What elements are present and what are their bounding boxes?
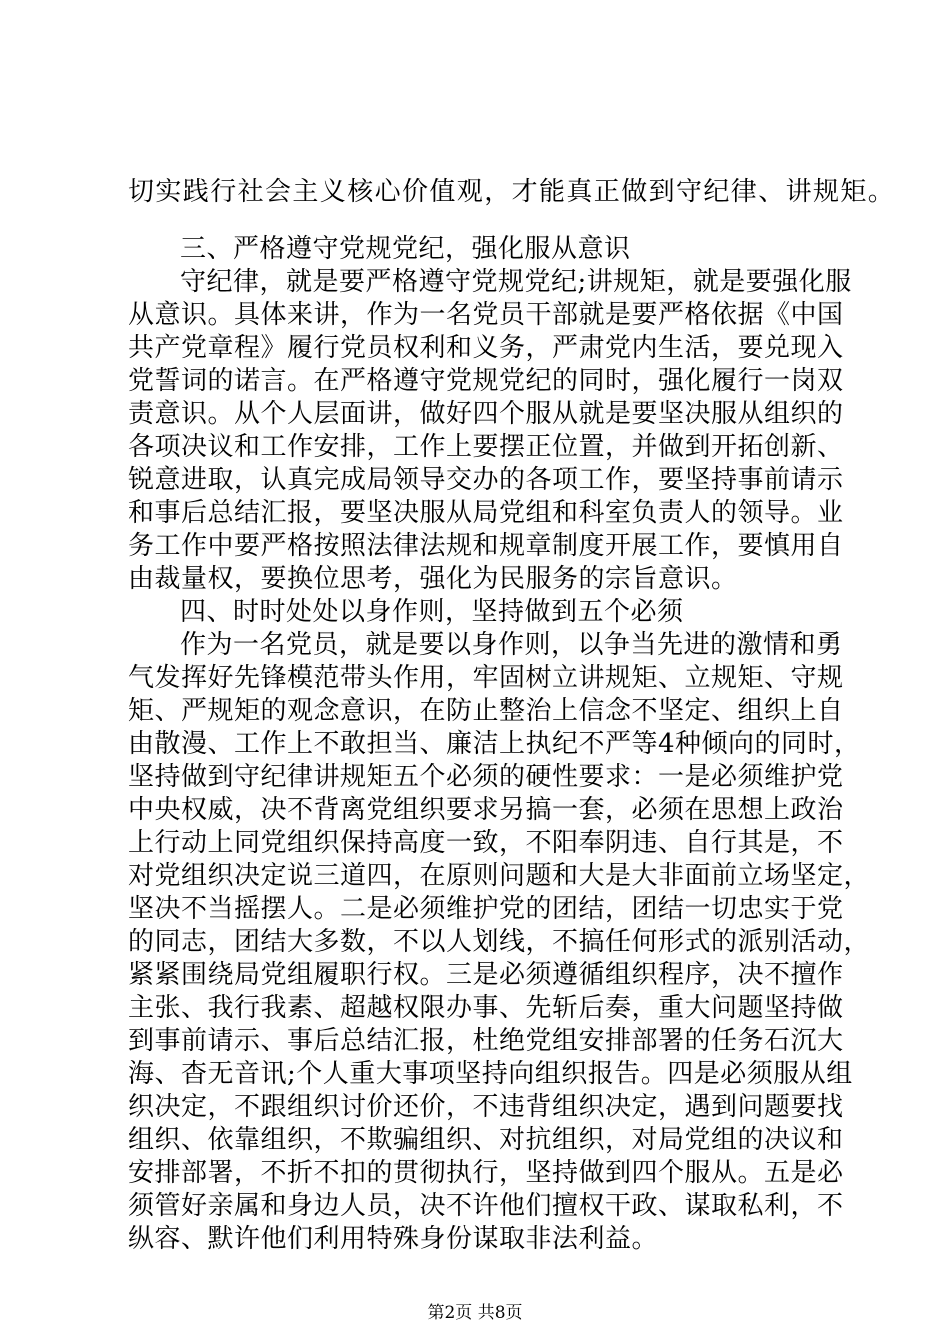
section-4-line: 紧紧围绕局党组履职行权。三是必须遵循组织程序，决不擅作 xyxy=(128,960,844,990)
section-4-line: 织决定，不跟组织讨价还价，不违背组织决定，遇到问题要找 xyxy=(128,1092,844,1122)
section-4-line: 安排部署，不折不扣的贯彻执行，坚持做到四个服从。五是必 xyxy=(128,1158,844,1188)
section-4-line: 须管好亲属和身边人员，决不许他们擅权干政、谋取私利，不 xyxy=(128,1191,844,1221)
section-3-line: 务工作中要严格按照法律法规和规章制度开展工作，要慎用自 xyxy=(128,531,844,561)
section-4-line: 作为一名党员，就是要以身作则，以争当先进的激情和勇 xyxy=(180,630,843,660)
section-4-line: 坚持做到守纪律讲规矩五个必须的硬性要求：一是必须维护党 xyxy=(128,762,844,792)
section-3-line: 从意识。具体来讲，作为一名党员干部就是要严格依据《中国 xyxy=(128,300,844,330)
section-3-line: 责意识。从个人层面讲，做好四个服从就是要坚决服从组织的 xyxy=(128,399,844,429)
paragraph-opening-line: 切实践行社会主义核心价值观，才能真正做到守纪律、讲规矩。 xyxy=(128,177,896,207)
section-4-line: 主张、我行我素、超越权限办事、先斩后奏，重大问题坚持做 xyxy=(128,993,844,1023)
section-4-line: 由散漫、工作上不敢担当、廉洁上执纪不严等4种倾向的同时， xyxy=(128,729,861,759)
section-4-line: 对党组织决定说三道四，在原则问题和大是大非面前立场坚定， xyxy=(128,861,871,891)
section-3-line: 共产党章程》履行党员权利和义务，严肃党内生活，要兑现入 xyxy=(128,333,844,363)
section-4-line: 海、杳无音讯;个人重大事项坚持向组织报告。四是必须服从组 xyxy=(128,1059,853,1089)
page-indicator: 第2页 共8页 xyxy=(427,1303,523,1323)
section-4-line: 矩、严规矩的观念意识，在防止整治上信念不坚定、组织上自 xyxy=(128,696,844,726)
section-3-line: 由裁量权，要换位思考，强化为民服务的宗旨意识。 xyxy=(128,564,738,594)
section-4-line: 上行动上同党组织保持高度一致，不阳奉阴违、自行其是，不 xyxy=(128,828,844,858)
section-3-line: 守纪律，就是要严格遵守党规党纪;讲规矩，就是要强化服 xyxy=(180,267,852,297)
section-4-line: 中央权威，决不背离党组织要求另搞一套，必须在思想上政治 xyxy=(128,795,844,825)
section-4-line: 气发挥好先锋模范带头作用，牢固树立讲规矩、立规矩、守规 xyxy=(128,663,844,693)
section-4-line: 组织、依靠组织，不欺骗组织、对抗组织，对局党组的决议和 xyxy=(128,1125,844,1155)
section-4-line: 的同志，团结大多数，不以人划线，不搞任何形式的派别活动， xyxy=(128,927,871,957)
section-3-line: 各项决议和工作安排，工作上要摆正位置，并做到开拓创新、 xyxy=(128,432,844,462)
section-4-line: 纵容、默许他们利用特殊身份谋取非法利益。 xyxy=(128,1224,659,1254)
section-3-line: 和事后总结汇报，要坚决服从局党组和科室负责人的领导。业 xyxy=(128,498,844,528)
section-3-line: 党誓词的诺言。在严格遵守党规党纪的同时，强化履行一岗双 xyxy=(128,366,844,396)
section-3-line: 锐意进取，认真完成局领导交办的各项工作，要坚持事前请示 xyxy=(128,465,844,495)
section-3-heading: 三、严格遵守党规党纪，强化服从意识 xyxy=(180,234,631,264)
section-4-line: 到事前请示、事后总结汇报，杜绝党组安排部署的任务石沉大 xyxy=(128,1026,844,1056)
section-4-heading: 四、时时处处以身作则，坚持做到五个必须 xyxy=(180,597,684,627)
section-4-line: 坚决不当摇摆人。二是必须维护党的团结，团结一切忠实于党 xyxy=(128,894,844,924)
